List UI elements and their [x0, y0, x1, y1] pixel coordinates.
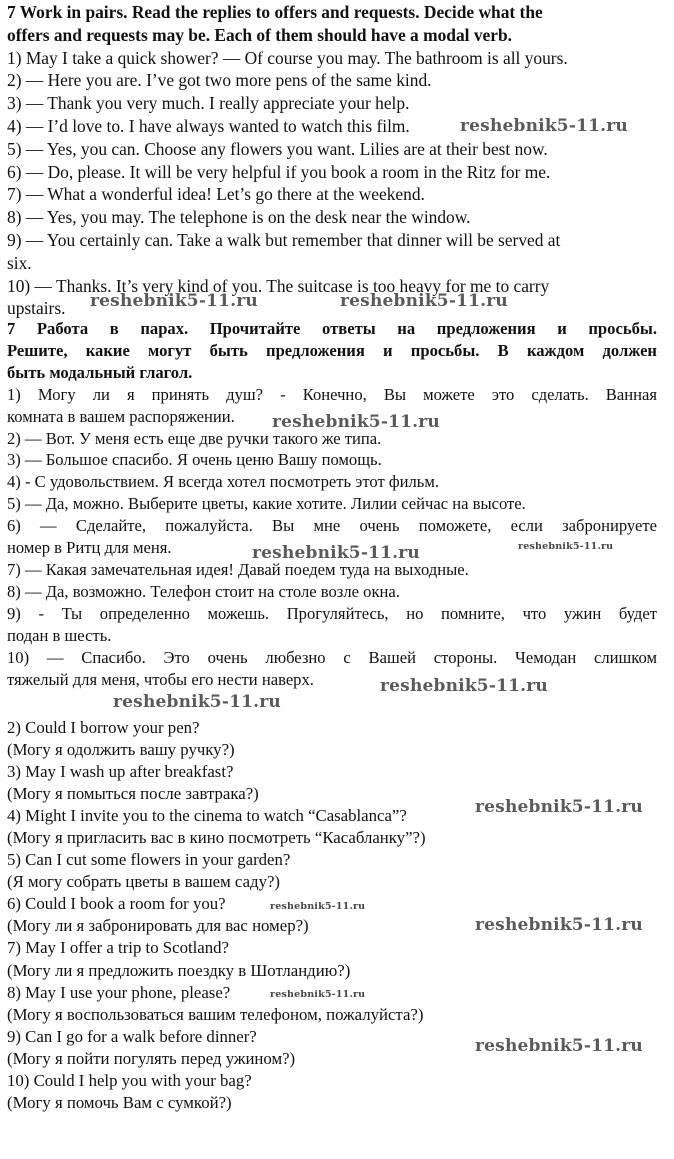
reply-line: 7) — What a wonderful idea! Let’s go there at the weekend. — [7, 184, 425, 205]
reply-line: 3) — Thank you very much. I really appreciate your help. — [7, 93, 410, 114]
watermark: reshebnik5-11.ru — [518, 541, 614, 552]
answer-translation: (Могу ли я предложить поездку в Шотландию?) — [7, 960, 351, 980]
watermark: reshebnik5-11.ru — [460, 116, 628, 136]
reply-line: 8) — Да, возможно. Телефон стоит на столе возле окна. — [7, 581, 400, 601]
answer-line: 10) Could I help you with your bag? — [7, 1070, 252, 1090]
answer-translation: (Могу я пойти погулять перед ужином?) — [7, 1048, 296, 1068]
reply-line: six. — [7, 252, 32, 273]
answer-line: 5) Can I cut some flowers in your garden? — [7, 850, 291, 870]
answer-line: 4) Might I invite you to the cinema to watch “Casablanca”? — [7, 806, 407, 826]
reply-line: номер в Ритц для меня. — [7, 538, 172, 558]
reply-line: 4) - С удовольствием. Я всегда хотел посмотреть этот фильм. — [7, 472, 439, 492]
reply-line: 5) — Да, можно. Выберите цветы, какие хотите. Лилии сейчас на высоте. — [7, 494, 526, 514]
answer-line: 8) May I use your phone, please? — [7, 982, 231, 1002]
heading-line: offers and requests may be. Each of them should have a modal verb. — [7, 24, 512, 45]
russian-exercise — [7, 318, 657, 690]
reply-line: 1) May I take a quick shower? — Of course you may. The bathroom is all yours. — [7, 47, 568, 68]
watermark: reshebnik5-11.ru — [252, 543, 420, 563]
reply-line: комната в вашем распоряжении. — [7, 406, 235, 426]
watermark: reshebnik5-11.ru — [90, 291, 258, 311]
heading-line: 7 Work in pairs. Read the replies to offers and requests. Decide what the — [7, 2, 543, 22]
answer-line: 2) Could I borrow your pen? — [7, 718, 200, 737]
watermark: reshebnik5-11.ru — [340, 291, 508, 311]
english-exercise-heading — [7, 1, 657, 47]
answer-translation: (Могу я помочь Вам с сумкой?) — [7, 1092, 232, 1112]
reply-line: 3) — Большое спасибо. Я очень ценю Вашу помощь. — [7, 450, 382, 470]
russian-exercise-heading — [7, 318, 657, 384]
watermark: reshebnik5-11.ru — [270, 989, 366, 1000]
answer-line: 7) May I offer a trip to Scotland? — [7, 938, 229, 958]
watermark: reshebnik5-11.ru — [113, 692, 281, 712]
reply-line: 10) — Thanks. It’s very kind of you. The suitcase is too heavy for me to carry — [7, 275, 550, 296]
answer-translation: (Могу я воспользоваться вашим телефоном, пожалуйста?) — [7, 1004, 424, 1024]
reply-line: 2) — Вот. У меня есть еще две ручки такого же типа. — [7, 428, 382, 448]
reply-line: 5) — Yes, you can. Choose any flowers you want. Lilies are at their best now. — [7, 138, 548, 159]
answer-line: 9) Can I go for a walk before dinner? — [7, 1026, 257, 1046]
reply-line: 9) — You certainly can. Take a walk but remember that dinner will be served at — [7, 229, 561, 250]
reply-line: подан в шесть. — [7, 625, 112, 645]
heading-line: быть модальный глагол. — [7, 362, 193, 382]
reply-line: 7) — Какая замечательная идея! Давай поедем туда на выходные. — [7, 559, 469, 579]
answer-translation: (Могу я помыться после завтрака?) — [7, 784, 259, 804]
answer-line: 3) May I wash up after breakfast? — [7, 762, 234, 782]
watermark: reshebnik5-11.ru — [475, 797, 643, 817]
reply-line: 6) — Do, please. It will be very helpful if you book a room in the Ritz for me. — [7, 161, 551, 182]
reply-line: 1) Могу ли я принять душ? - Конечно, Вы можете это сделать. Ванная — [7, 384, 657, 404]
reply-line: 10) — Спасибо. Это очень любезно с Вашей стороны. Чемодан слишком — [7, 647, 657, 667]
answer-translation: (Могу я пригласить вас в кино посмотреть “Касабланку”?) — [7, 828, 426, 848]
reply-line: upstairs. — [7, 298, 66, 319]
answer-line: 6) Could I book a room for you? — [7, 894, 226, 914]
reply-line: 4) — I’d love to. I have always wanted to watch this film. — [7, 115, 410, 136]
heading-line: 7 Работа в парах. Прочитайте ответы на предложения и просьбы. — [7, 319, 657, 338]
heading-line: Решите, какие могут быть предложения и просьбы. В каждом должен — [7, 340, 657, 360]
watermark: reshebnik5-11.ru — [272, 412, 440, 432]
english-exercise — [7, 1, 657, 320]
reply-line: 8) — Yes, you may. The telephone is on the desk near the window. — [7, 207, 471, 228]
watermark: reshebnik5-11.ru — [270, 901, 366, 912]
reply-line: тяжелый для меня, чтобы его нести наверх. — [7, 669, 314, 689]
watermark: reshebnik5-11.ru — [475, 1036, 643, 1056]
answer-translation: (Могу я одолжить вашу ручку?) — [7, 740, 235, 760]
watermark: reshebnik5-11.ru — [380, 676, 548, 696]
watermark: reshebnik5-11.ru — [475, 915, 643, 935]
reply-line: 2) — Here you are. I’ve got two more pens of the same kind. — [7, 70, 432, 91]
answer-translation: (Могу ли я забронировать для вас номер?) — [7, 916, 309, 936]
answer-translation: (Я могу собрать цветы в вашем саду?) — [7, 872, 280, 892]
reply-line: 6) — Сделайте, пожалуйста. Вы мне очень поможете, если забронируете — [7, 516, 657, 536]
reply-line: 9) - Ты определенно можешь. Прогуляйтесь, но помните, что ужин будет — [7, 603, 657, 623]
